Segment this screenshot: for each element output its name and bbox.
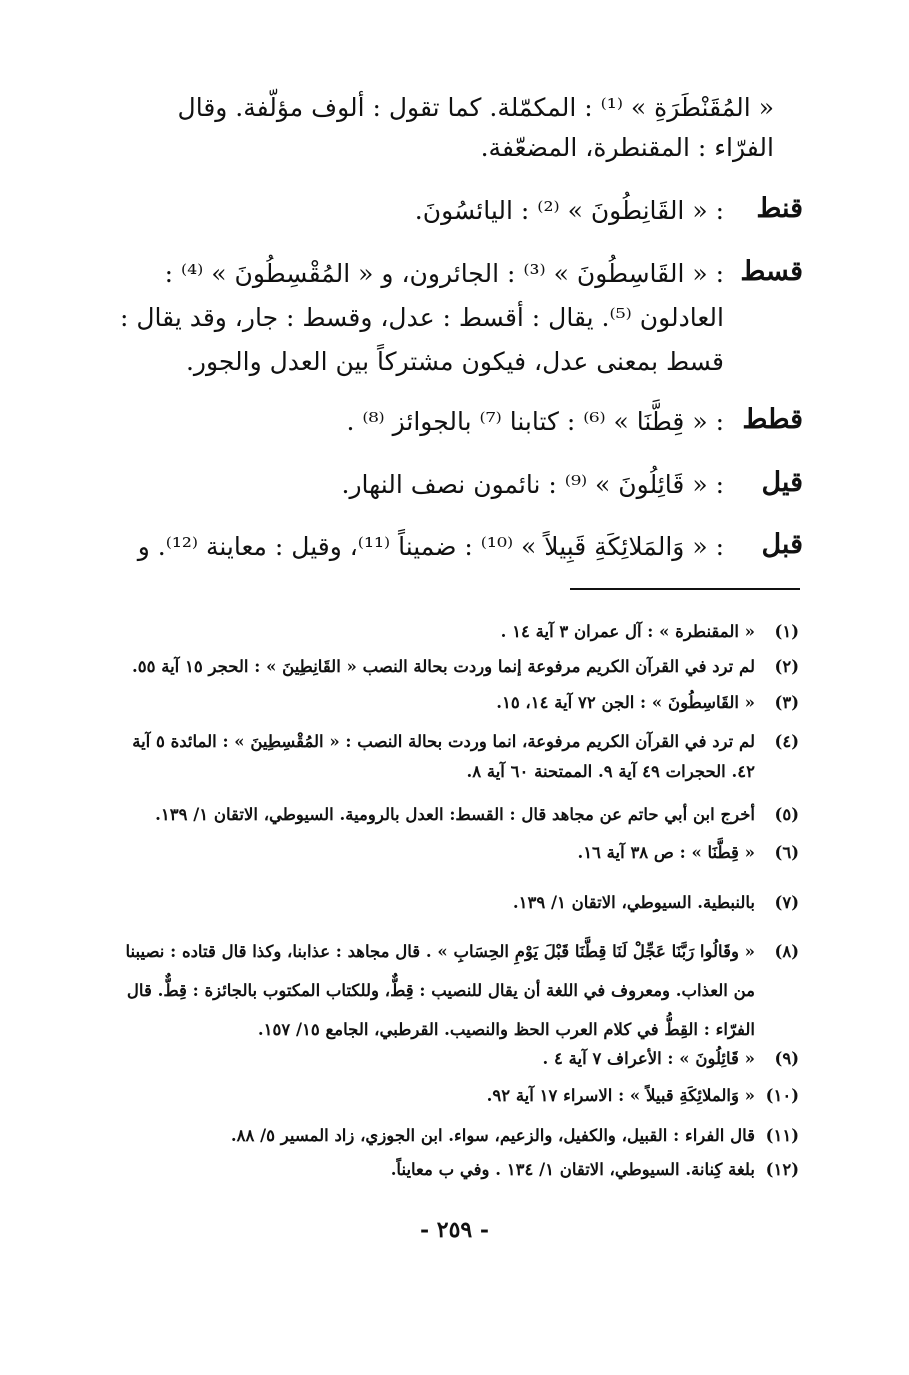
root-word: قبل: [761, 529, 803, 560]
footnote-number: (٢): [774, 657, 799, 676]
footnote-5: [155, 800, 799, 830]
footnote-12: [391, 1155, 799, 1185]
footnote-number: (٧): [774, 893, 799, 912]
footnote-text: « المقنطرة » : آل عمران ٣ آية ١٤ .: [500, 622, 755, 641]
root-word: قسط: [740, 256, 803, 287]
entry-line: : « وَالمَلائِكَةِ قَبِيلاً » ⁽¹⁰⁾ : ضميناً ⁽¹¹⁾، وقيل : معاينة ⁽¹²⁾. و: [137, 532, 724, 561]
footnote-number: (٤): [774, 732, 799, 751]
entry-line: الفرّاء : المقنطرة، المضعّفة.: [480, 133, 774, 162]
footnote-8: [126, 932, 800, 1049]
entry-qittana: [346, 404, 724, 440]
footnote-number: (٨): [774, 942, 799, 961]
footnote-number: (١٢): [765, 1160, 799, 1179]
footnote-number: (٦): [774, 843, 799, 862]
footnote-text: أخرج ابن أبي حاتم عن مجاهد قال : القسط: العدل بالرومية. السيوطي، الاتقان ١/ ١٣٩.: [155, 805, 755, 824]
footnote-9: [543, 1044, 799, 1074]
footnote-text: « وَالملائِكَةِ قبيلاً » : الاسراء ١٧ آية ٩٢.: [486, 1086, 755, 1105]
footnote-2: [132, 652, 799, 682]
footnote-number: (٩): [774, 1049, 799, 1068]
footnote-text: « القَاسِطُونَ » : الجن ٧٢ آية ١٤، ١٥.: [496, 693, 755, 712]
footnote-number: (٥): [774, 805, 799, 824]
footnote-number: (١١): [765, 1126, 799, 1145]
footnote-1: [501, 617, 799, 647]
footnote-4: [132, 727, 799, 787]
footnote-10: [487, 1081, 799, 1111]
footnote-number: (١٠): [765, 1086, 799, 1105]
footnote-continuation: الفرّاء : القِطُّ في كلام العرب الحظ والنصيب. القرطبي، الجامع ١٥/ ١٥٧.: [257, 1020, 755, 1039]
entry-qabila: [138, 529, 724, 565]
footnote-11: [231, 1121, 799, 1151]
root-word: قنط: [756, 193, 803, 224]
footnote-text: « قِطَّنَا » : ص ٣٨ آية ١٦.: [577, 843, 755, 862]
entry-line: : « قِطَّنَا » ⁽⁶⁾ : كتابنا ⁽⁷⁾ بالجوائز ⁽⁸⁾ .: [346, 407, 724, 436]
footnote-text: « قَائِلُونَ » : الأعراف ٧ آية ٤ .: [542, 1049, 755, 1068]
footnote-3: [496, 688, 799, 718]
footnote-text: لم ترد في القرآن الكريم مرفوعة إنما وردت بحالة النصب « القَانِطِينَ » : الحجر ١٥ آية ٥٥.: [132, 657, 755, 676]
footnote-continuation: ٤٢. الحجرات ٤٩ آية ٩. الممتحنة ٦٠ آية ٨.: [466, 762, 755, 781]
entry-line: : « قَائِلُونَ » ⁽⁹⁾ : نائمون نصف النهار.: [341, 470, 724, 499]
page-number: - ٢٥٩ -: [419, 1217, 490, 1243]
footnote-number: (٣): [774, 693, 799, 712]
footnote-text: « وقَالُوا رَبَّنَا عَجِّلْ لَنَا قِطَّنَا قَبْلَ يَوْمِ الحِسَابِ » . قال مجاهد : عذابنا، وكذا قال قتاده : نصيبنا: [125, 942, 755, 961]
entry-line: قسط بمعنى عدل، فيكون مشتركاً بين العدل والجور.: [185, 347, 724, 376]
entry-muqantara: [178, 90, 774, 166]
entry-qanitun: [415, 193, 724, 229]
entry-qasitun: [120, 256, 724, 380]
entry-qailun: [342, 467, 724, 503]
footnote-text: بالنبطية. السيوطي، الاتقان ١/ ١٣٩.: [512, 893, 755, 912]
footnote-divider: [570, 588, 800, 590]
footnote-number: (١): [774, 622, 799, 641]
entry-line: العادلون ⁽⁵⁾. يقال : أقسط : عدل، وقسط : جار، وقد يقال :: [120, 303, 724, 332]
entry-line: : « القَاسِطُونَ » ⁽³⁾ : الجائرون، و « المُقْسِطُونَ » ⁽⁴⁾ :: [164, 259, 724, 288]
footnote-text: قال الفراء : القبيل، والكفيل، والزعيم، سواء. ابن الجوزي، زاد المسير ٥/ ٨٨.: [230, 1126, 755, 1145]
root-word: قطط: [742, 404, 803, 435]
footnote-continuation: من العذاب. ومعروف في اللغة أن يقال للنصيب : قِطٌّ، وللكتاب المكتوب بالجائزة : قِطٌّ. قال: [126, 981, 755, 1000]
footnote-7: [513, 888, 799, 918]
entry-line: « المُقَنْطَرَةِ » ⁽¹⁾ : المكمّلة. كما تقول : ألوف مؤلّفة. وقال: [177, 93, 774, 122]
entry-line: : « القَانِطُونَ » ⁽²⁾ : اليائسُونَ.: [414, 196, 724, 225]
footnote-text: لم ترد في القرآن الكريم مرفوعة، انما وردت بحالة النصب : « المُقْسِطِينَ » : المائدة ٥ آية: [132, 732, 755, 751]
footnote-6: [577, 838, 799, 868]
root-word: قيل: [761, 467, 803, 498]
footnote-text: بلغة كِنانة. السيوطي، الاتقان ١/ ١٣٤ . وفي ب معايناً.: [390, 1160, 755, 1179]
